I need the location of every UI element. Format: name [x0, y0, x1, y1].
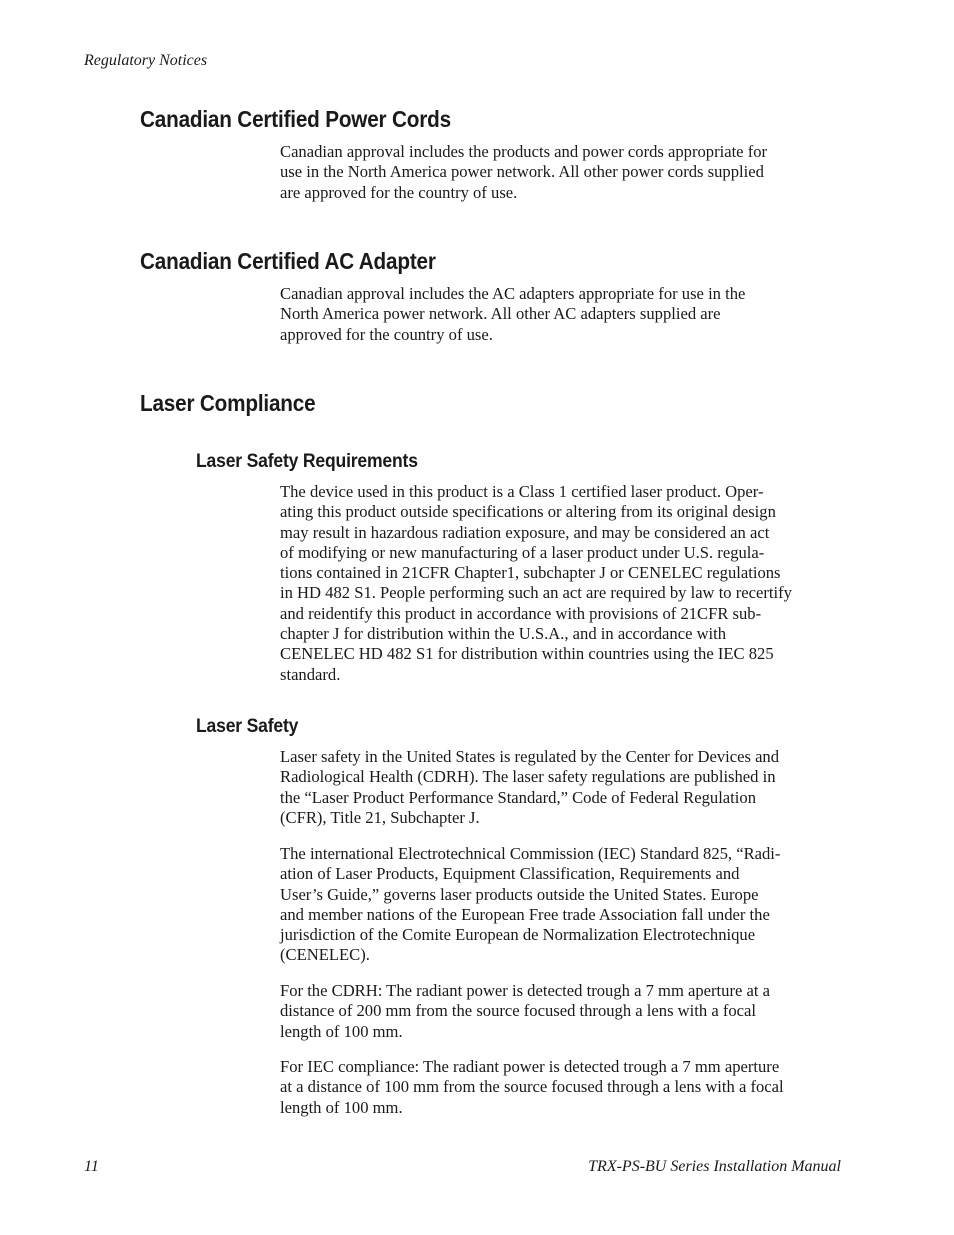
running-header: Regulatory Notices: [84, 52, 208, 69]
paragraph-ac-adapter: [280, 284, 842, 345]
text-line: of modifying or new manufacturing of a laser product under U.S. regula-: [280, 542, 765, 562]
manual-title: TRX-PS-BU Series Installation Manual: [588, 1158, 841, 1175]
heading-ac-adapter: Canadian Certified AC Adapter: [140, 248, 436, 274]
page-number: 11: [84, 1158, 99, 1175]
text-line: The device used in this product is a Class 1 certified laser product. Oper-: [280, 482, 764, 501]
text-line: in HD 482 S1. People performing such an act are required by law to recertify: [280, 583, 792, 603]
paragraph-laser-safety-4: [280, 1057, 842, 1118]
text-line: length of 100 mm.: [280, 1097, 403, 1117]
text-line: CENELEC HD 482 S1 for distribution within countries using the IEC 825: [280, 644, 774, 664]
heading-laser-compliance: Laser Compliance: [140, 390, 316, 416]
text-line: User’s Guide,” governs laser products outside the United States. Europe: [280, 884, 759, 904]
text-line: Radiological Health (CDRH). The laser safety regulations are published in: [280, 767, 776, 787]
text-line: use in the North America power network. All other power cords supplied: [280, 162, 764, 182]
text-line: and member nations of the European Free trade Association fall under the: [280, 904, 770, 924]
text-line: ating this product outside specifications or altering from its original design: [280, 502, 776, 522]
text-line: (CFR), Title 21, Subchapter J.: [280, 807, 480, 827]
paragraph-laser-safety-2: [280, 844, 842, 966]
text-line: jurisdiction of the Comite European de Normalization Electrotechnique: [280, 925, 756, 945]
heading-laser-safety: Laser Safety: [196, 715, 299, 737]
paragraph-laser-safety-3: [280, 981, 842, 1042]
text-line: standard.: [280, 664, 341, 684]
text-line: (CENELEC).: [280, 945, 370, 965]
text-line: are approved for the country of use.: [280, 182, 518, 202]
heading-laser-safety-requirements: Laser Safety Requirements: [196, 450, 418, 472]
paragraph-power-cords: [280, 142, 842, 203]
text-line: For IEC compliance: The radiant power is detected trough a 7 mm aperture: [280, 1057, 780, 1076]
text-line: Canadian approval includes the AC adapters appropriate for use in the: [280, 284, 746, 303]
text-line: tions contained in 21CFR Chapter1, subchapter J or CENELEC regulations: [280, 563, 781, 583]
text-line: length of 100 mm.: [280, 1021, 403, 1041]
text-line: distance of 200 mm from the source focused through a lens with a focal: [280, 1001, 757, 1021]
text-line: at a distance of 100 mm from the source focused through a lens with a focal: [280, 1077, 784, 1097]
text-line: Laser safety in the United States is regulated by the Center for Devices and: [280, 747, 780, 766]
text-line: may result in hazardous radiation exposure, and may be considered an act: [280, 522, 770, 542]
text-line: and reidentify this product in accordance with provisions of 21CFR sub-: [280, 603, 762, 623]
text-line: Canadian approval includes the products and power cords appropriate for: [280, 142, 768, 161]
text-line: The international Electrotechnical Commission (IEC) Standard 825, “Radi-: [280, 844, 781, 863]
text-line: the “Laser Product Performance Standard,” Code of Federal Regulation: [280, 787, 756, 807]
paragraph-laser-safety-1: [280, 747, 842, 828]
text-line: ation of Laser Products, Equipment Classification, Requirements and: [280, 864, 740, 884]
text-line: chapter J for distribution within the U.S.A., and in accordance with: [280, 624, 727, 644]
heading-power-cords: Canadian Certified Power Cords: [140, 106, 451, 132]
text-line: North America power network. All other AC adapters supplied are: [280, 304, 721, 324]
paragraph-laser-safety-requirements: [280, 482, 842, 685]
text-line: For the CDRH: The radiant power is detected trough a 7 mm aperture at a: [280, 981, 770, 1000]
text-line: approved for the country of use.: [280, 324, 493, 344]
